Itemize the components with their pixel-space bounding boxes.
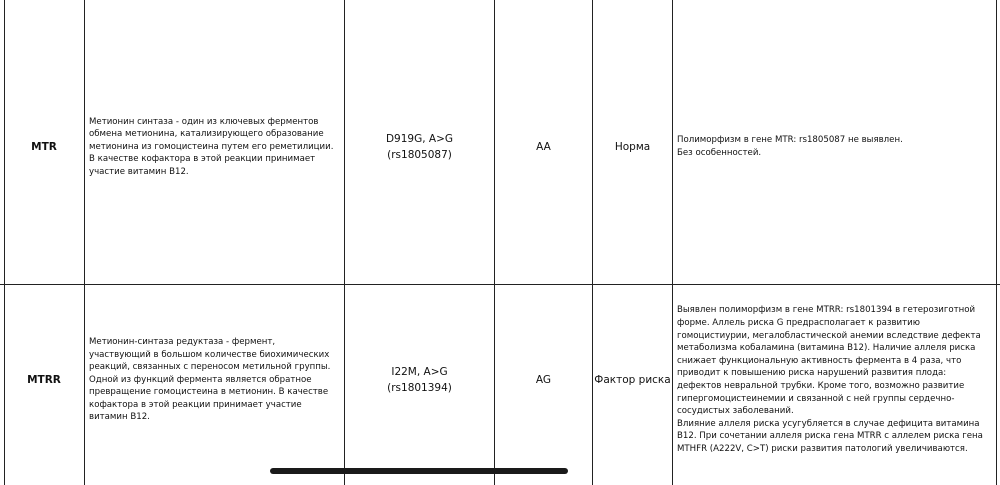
table-border-right	[996, 0, 997, 485]
polymorphism-rsid: (rs1805087)	[387, 149, 452, 161]
gene-name: MTRR	[27, 374, 61, 386]
conclusion-paragraph: Без особенностей.	[677, 148, 762, 158]
genotype: AG	[535, 374, 552, 386]
polymorphism-variant: I22M, A>G	[391, 366, 448, 378]
conclusion-paragraph: Влияние аллеля риска усугубляется в случае дефицита витамина В12. При сочетании аллеля риска гена MTRR с аллелем риска гена MTHFR (A222V, C>T) риски развития патологий увеличиваются.	[677, 418, 983, 454]
polymorphism	[345, 0, 494, 284]
conclusion	[673, 285, 996, 475]
polymorphism	[345, 285, 494, 475]
conclusion-paragraph: Выявлен полиморфизм в гене MTRR: rs1801394 в гетерозиготной форме. Аллель риска G предрасполагает к развитию гомоцистиурии, мегалобластической анемии вследствие дефекта метаболизма кобаламина (витамина В12). Наличие аллеля риска снижает функциональную активность фермента в 4 раза, что приводит к повышению риска нарушений развития плода: дефектов невральной трубки. Кроме того, возможно развитие гипергомоцистеинемии и связанной с ней группы сердечно-сосудистых заболеваний.	[677, 305, 981, 417]
interpretation: Фактор риска	[594, 374, 671, 386]
gene-description: Метионин синтаза - один из ключевых ферментов обмена метионина, катализирующего образование метионина из гомоцистеина путем его реметилиции. В качестве кофактора в этой реакции принимает участие витамин В12.	[89, 116, 334, 177]
polymorphism-rsid: (rs1801394)	[387, 382, 452, 394]
gene-description: Метионин-синтаза редуктаза - фермент, участвующий в большом количестве биохимических реакций, связанных с переносом метильной группы. Одной из функций фермента является обратное превращение гомоцистеина в метионин. В качестве кофактора в этой реакции принимает участие витамин В12.	[89, 336, 331, 423]
horizontal-scrollbar[interactable]	[270, 468, 568, 474]
polymorphism-variant: D919G, A>G	[385, 133, 454, 145]
interpretation: Норма	[614, 141, 651, 153]
conclusion	[673, 0, 996, 284]
conclusion-paragraph: Полиморфизм в гене MTR: rs1805087 не выявлен.	[677, 135, 903, 146]
gene-name: MTR	[31, 141, 57, 153]
genotype: AA	[536, 141, 551, 153]
